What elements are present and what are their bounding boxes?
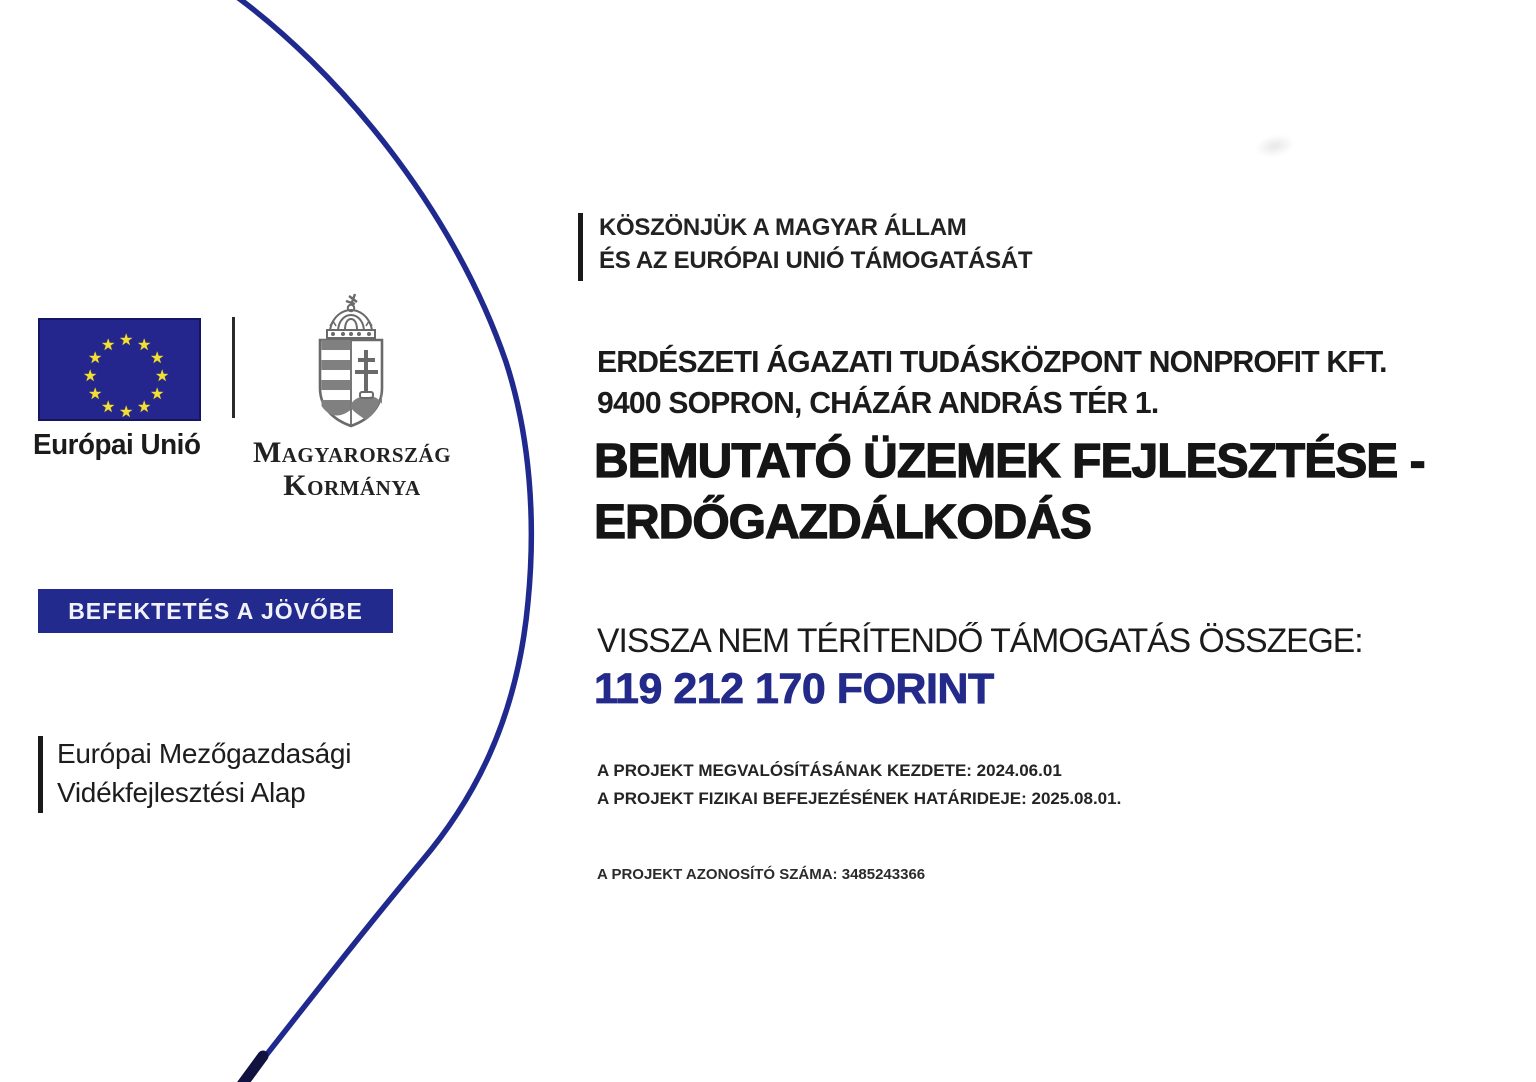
organization-address: 9400 SOPRON, CHÁZÁR ANDRÁS TÉR 1.: [597, 385, 1159, 420]
thanks-line2: ÉS AZ EURÓPAI UNIÓ TÁMOGATÁSÁT: [599, 247, 1033, 274]
fund-label-line2: Vidékfejlesztési Alap: [57, 777, 306, 808]
project-start-date: A PROJEKT MEGVALÓSÍTÁSÁNAK KEZDETE: 2024.06.01: [597, 761, 1062, 780]
thanks-vertical-bar: [578, 213, 583, 281]
project-title-line1: BEMUTATÓ ÜZEMEK FEJLESZTÉSE -: [594, 435, 1425, 488]
project-title: [594, 431, 1514, 553]
government-logo-line2: Kormánya: [283, 469, 421, 502]
thanks-statement: [599, 211, 1199, 277]
investment-banner: [38, 589, 393, 633]
scan-smudge: [1253, 131, 1297, 161]
eu-flag-label: Európai Unió: [33, 429, 201, 461]
eu-flag-logo: ★ ★ ★ ★ ★ ★ ★ ★ ★ ★ ★ ★: [38, 318, 201, 421]
organization-block: [597, 341, 1470, 423]
fund-label: [57, 734, 387, 812]
government-logo-text: [242, 436, 462, 502]
investment-banner-label: BEFEKTETÉS A JÖVŐBE: [68, 597, 363, 624]
hungary-coat-of-arms-icon: [300, 292, 402, 430]
government-logo-line1: Magyarország: [252, 436, 452, 469]
project-dates: [597, 757, 1297, 813]
grant-amount-label: VISSZA NEM TÉRÍTENDŐ TÁMOGATÁS ÖSSZEGE:: [597, 622, 1363, 660]
organization-name: ERDÉSZETI ÁGAZATI TUDÁSKÖZPONT NONPROFIT KFT.: [597, 344, 1387, 379]
thanks-line1: KÖSZÖNJÜK A MAGYAR ÁLLAM: [599, 214, 967, 241]
fund-vertical-bar: [38, 736, 43, 813]
project-id-line: A PROJEKT AZONOSÍTÓ SZÁMA: 3485243366: [597, 866, 926, 883]
project-title-line2: ERDŐGAZDÁLKODÁS: [594, 496, 1091, 549]
logo-divider: [232, 317, 235, 418]
project-deadline-date: A PROJEKT FIZIKAI BEFEJEZÉSÉNEK HATÁRIDEJE: 2025.08.01.: [597, 789, 1122, 808]
fund-label-line1: Európai Mezőgazdasági: [57, 738, 352, 769]
grant-amount-value: 119 212 170 FORINT: [594, 665, 994, 713]
